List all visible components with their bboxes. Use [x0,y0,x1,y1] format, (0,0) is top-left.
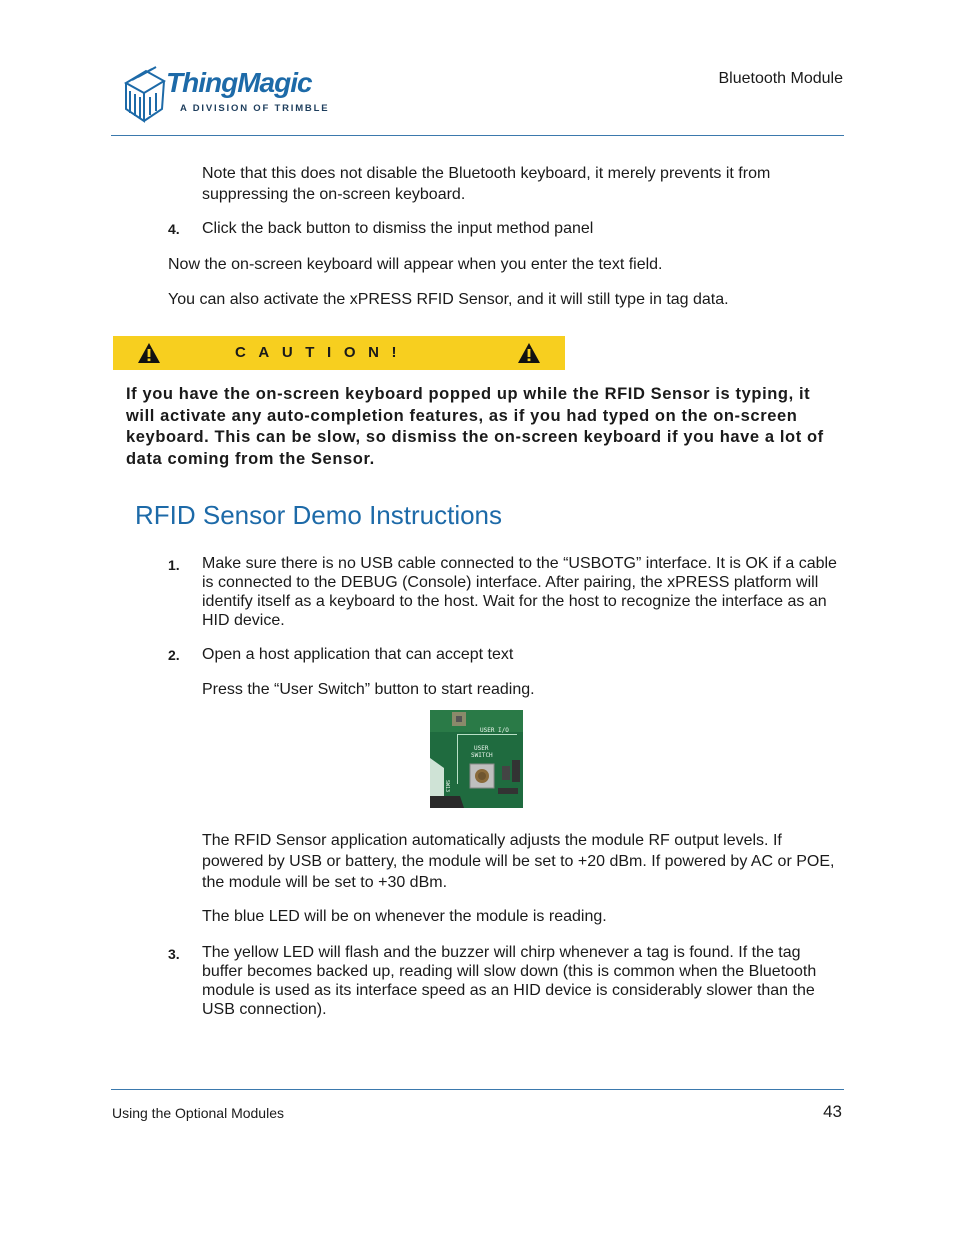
step-1-text: Make sure there is no USB cable connected to the “USBOTG” interface. It is OK if a cable is connected to the DEBUG (Console) interface. After pairing, the xPRESS platform will identify itself as a keyboard to the host. Wait for the host to recognize the interface as an HID device. [202,555,837,629]
step-number-2: 2. [168,647,180,663]
photo-label: SW13 [444,780,450,793]
logo-tagline: A DIVISION OF TRIMBLE [180,103,330,114]
logo-wordmark: ThingMagic [166,67,312,98]
step-number-3: 3. [168,946,180,962]
body-paragraph: Now the on-screen keyboard will appear when you enter the text field. [168,256,663,273]
press-instruction: Press the “User Switch” button to start reading. [202,681,535,698]
caution-banner [113,336,565,370]
logo-mark-icon [118,63,168,125]
page-number: 43 [823,1102,842,1121]
step-number-4: 4. [168,221,180,237]
step-2-text: Open a host application that can accept text [202,646,514,663]
note-paragraph: Note that this does not disable the Bluetooth keyboard, it merely prevents it from suppressing the on-screen keyboard. [202,165,771,203]
body-paragraph: You can also activate the xPRESS RFID Sensor, and it will still type in tag data. [168,291,729,308]
warning-icon [137,341,161,365]
footer-rule [111,1089,844,1090]
led-paragraph: The blue LED will be on whenever the module is reading. [202,908,607,925]
section-heading: RFID Sensor Demo Instructions [135,500,503,530]
photo-label: SWITCH [471,752,493,759]
step-3-text: The yellow LED will flash and the buzzer will chirp whenever a tag is found. If the tag buffer becomes backed up, reading will slow down (this is common when the Bluetooth module is used as its interface speed as an HID device is considerably slower than the USB connection). [202,944,817,1018]
running-header-title: Bluetooth Module [718,70,843,87]
step-4-text: Click the back button to dismiss the input method panel [202,220,594,237]
caution-text: If you have the on-screen keyboard popped up while the RFID Sensor is typing, it will activate any auto-completion features, as if you had typed on the on-screen keyboard. This can be slow, so dismiss the on-screen keyboard if you have a lot of data coming from the Sensor. [126,385,824,469]
photo-label: USER I/O [480,727,509,734]
step-number-1: 1. [168,557,180,573]
header-rule [111,135,844,136]
user-switch-photo [430,710,523,808]
photo-label: USER [474,745,489,752]
footer-chapter-title: Using the Optional Modules [112,1105,284,1121]
rf-output-paragraph: The RFID Sensor application automatically adjusts the module RF output levels. If powered by USB or battery, the module will be set to +20 dBm. If powered by AC or POE, the module will be set to +30 dBm. [202,832,835,891]
caution-label: CAUTION! [235,344,410,361]
thingmagic-logo [118,63,328,125]
warning-icon [517,341,541,365]
